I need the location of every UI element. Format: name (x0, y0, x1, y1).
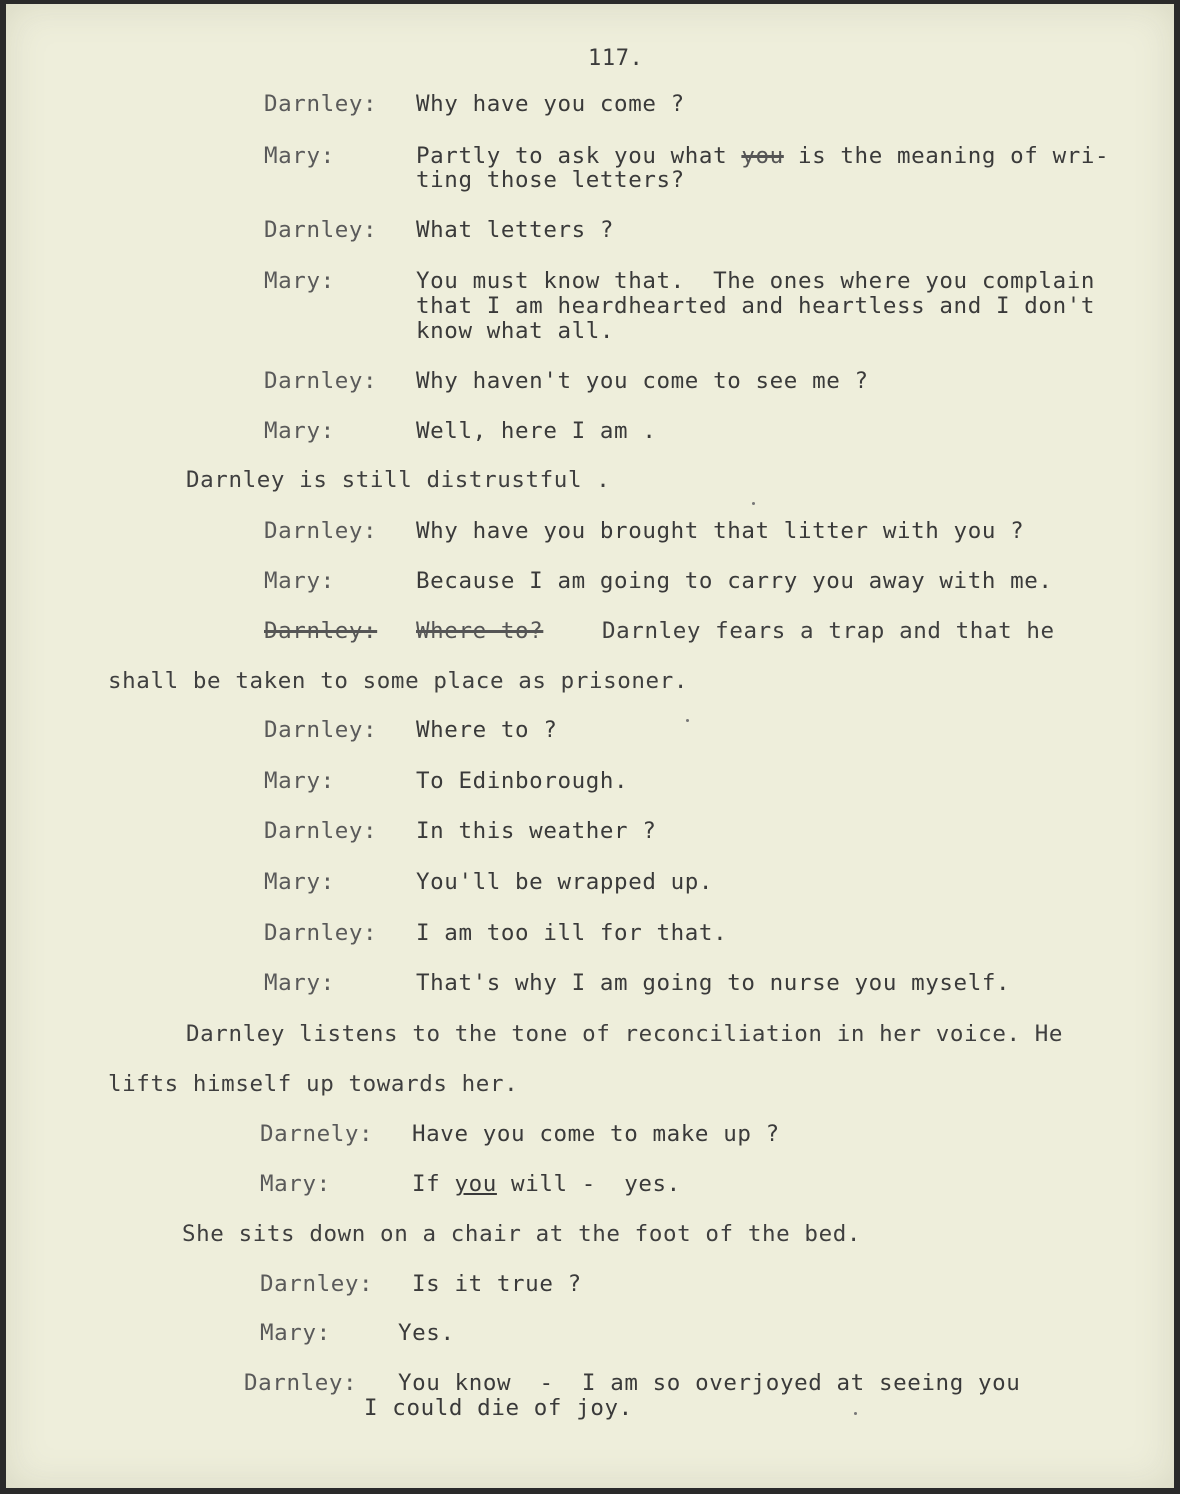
speaker-label: Mary: (264, 970, 335, 996)
page-number: 117. (588, 46, 644, 71)
speaker-label: Mary: (264, 268, 335, 294)
speaker-label: Mary: (264, 143, 335, 169)
dialogue-line: Because I am going to carry you away with me. (416, 568, 1053, 594)
dialogue-line: To Edinborough. (416, 768, 629, 794)
dialogue-line: Have you come to make up ? (412, 1121, 780, 1147)
speaker-label: Darnley: (264, 368, 378, 394)
struck-out-speaker: Darnley: (264, 618, 378, 644)
stage-direction: Darnley listens to the tone of reconciliation in her voice. He (186, 1021, 1064, 1047)
speaker-label: Darnley: (264, 217, 378, 243)
dialogue-line: Where to ? (416, 717, 558, 743)
speaker-label: Mary: (260, 1171, 331, 1197)
dialogue-line: You'll be wrapped up. (416, 869, 714, 895)
speaker-label: Darnley: (264, 818, 378, 844)
dialogue-text: will - yes. (496, 1171, 681, 1197)
struck-out-word: you (741, 143, 784, 169)
dialogue-line: ting those letters? (416, 167, 685, 193)
struck-out-text: Where to? (416, 618, 544, 644)
stage-direction: She sits down on a chair at the foot of the bed. (182, 1221, 862, 1247)
dialogue-line: Why have you brought that litter with you ? (416, 518, 1025, 544)
stage-direction: Darnley is still distrustful . (186, 467, 611, 493)
dialogue-line: Well, here I am . (416, 418, 657, 444)
dialogue-line: I am too ill for that. (416, 920, 728, 946)
speaker-label: Darnley: (244, 1370, 358, 1396)
dialogue-line: know what all. (416, 318, 615, 344)
speaker-label: Mary: (264, 418, 335, 444)
dialogue-line: Why haven't you come to see me ? (416, 368, 869, 394)
stage-direction: lifts himself up towards her. (108, 1071, 519, 1097)
dialogue-text: If (412, 1171, 455, 1197)
dialogue-line: Why have you come ? (416, 91, 685, 117)
speaker-label: Mary: (260, 1320, 331, 1346)
dialogue-text: is the meaning of wri- (783, 143, 1110, 169)
stage-direction: shall be taken to some place as prisoner. (108, 668, 688, 694)
speaker-label: Mary: (264, 869, 335, 895)
paper-speck (686, 719, 689, 722)
stage-direction: Darnley fears a trap and that he (602, 618, 1055, 644)
dialogue-line (412, 1172, 681, 1196)
dialogue-line: In this weather ? (416, 818, 657, 844)
speaker-label: Darnley: (264, 920, 378, 946)
paper-speck (854, 1412, 857, 1415)
dialogue-line (416, 144, 1109, 168)
speaker-label: Darnley: (264, 717, 378, 743)
underlined-word: you (454, 1171, 497, 1197)
dialogue-line: You know - I am so overjoyed at seeing you (398, 1370, 1021, 1396)
dialogue-line: that I am heardhearted and heartless and I don't (416, 293, 1096, 319)
paper-speck (752, 502, 755, 505)
dialogue-text: Partly to ask you what (416, 143, 742, 169)
dialogue-line: I could die of joy. (364, 1395, 633, 1421)
speaker-label: Darnley: (264, 91, 378, 117)
typewritten-page (6, 4, 1174, 1488)
dialogue-line: Is it true ? (412, 1271, 582, 1297)
speaker-label: Darnley: (264, 518, 378, 544)
speaker-label: Darnley: (260, 1271, 374, 1297)
speaker-label: Darnely: (260, 1121, 374, 1147)
speaker-label: Mary: (264, 768, 335, 794)
dialogue-line: Yes. (398, 1320, 455, 1346)
dialogue-line: You must know that. The ones where you complain (416, 268, 1096, 294)
dialogue-line: That's why I am going to nurse you myself. (416, 970, 1011, 996)
speaker-label: Mary: (264, 568, 335, 594)
dialogue-line: What letters ? (416, 217, 615, 243)
